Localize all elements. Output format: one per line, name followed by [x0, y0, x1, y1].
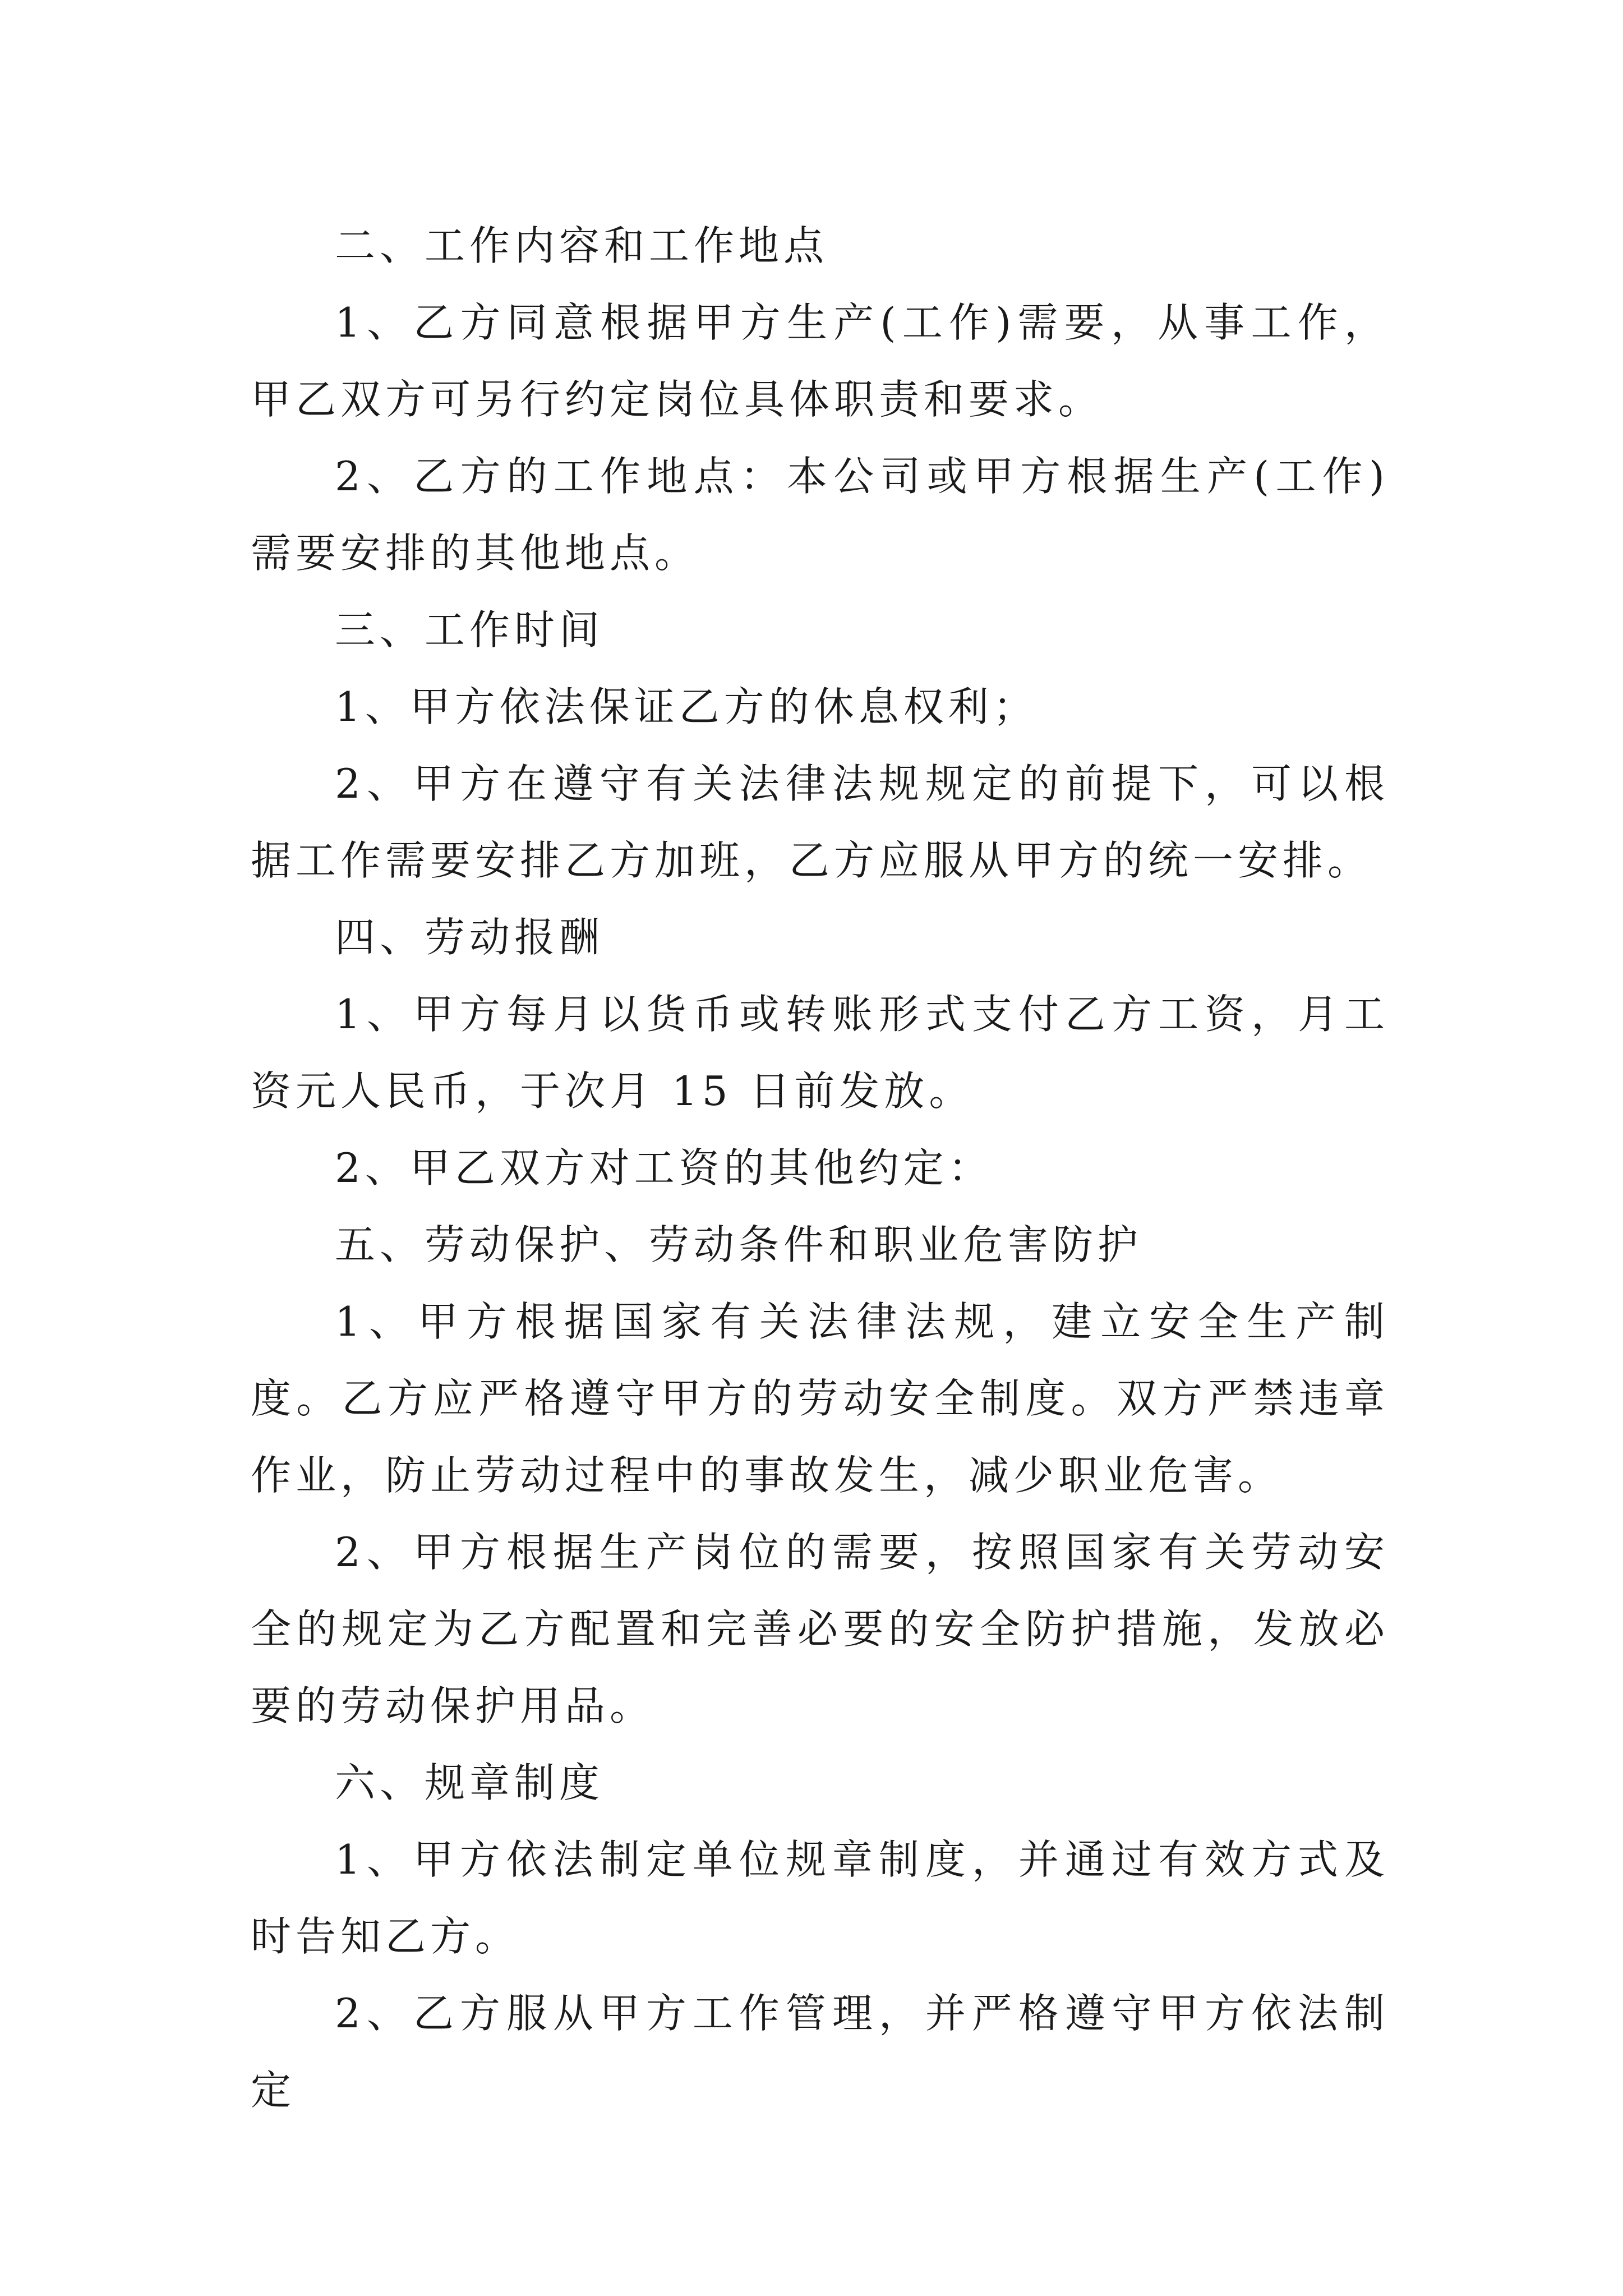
section-heading-labor-protection: 五、劳动保护、劳动条件和职业危害防护	[335, 1221, 1143, 1268]
paragraph-work-location-2: 2、乙方的工作地点：本公司或甲方根据生产(工作)需要安排的其他地点。	[251, 453, 1389, 577]
paragraph-work-time-2: 2、甲方在遵守有关法律法规规定的前提下，可以根据工作需要安排乙方加班，乙方应服从甲方的统一安排。	[251, 760, 1389, 884]
document-body	[251, 208, 1389, 2129]
section-heading-remuneration: 四、劳动报酬	[335, 914, 605, 961]
paragraph-remuneration-1: 1、甲方每月以货币或转账形式支付乙方工资，月工资元人民币，于次月 15 日前发放。	[251, 991, 1389, 1115]
paragraph-labor-protection-1: 1、甲方根据国家有关法律法规，建立安全生产制度。乙方应严格遵守甲方的劳动安全制度。双方严禁违章作业，防止劳动过程中的事故发生，减少职业危害。	[251, 1298, 1389, 1499]
paragraph-work-time-1: 1、甲方依法保证乙方的休息权利；	[335, 683, 1038, 730]
paragraph-rules-1: 1、甲方依法制定单位规章制度，并通过有效方式及时告知乙方。	[251, 1836, 1389, 1960]
paragraph-remuneration-2: 2、甲乙双方对工资的其他约定：	[335, 1144, 993, 1191]
paragraph-work-content-1: 1、乙方同意根据甲方生产(工作)需要，从事工作，甲乙双方可另行约定岗位具体职责和要求。	[251, 299, 1389, 423]
section-heading-rules: 六、规章制度	[335, 1759, 605, 1806]
paragraph-rules-2: 2、乙方服从甲方工作管理，并严格遵守甲方依法制定	[251, 1990, 1389, 2114]
paragraph-labor-protection-2: 2、甲方根据生产岗位的需要，按照国家有关劳动安全的规定为乙方配置和完善必要的安全防护措施，发放必要的劳动保护用品。	[251, 1529, 1389, 1729]
section-heading-work-time: 三、工作时间	[335, 606, 605, 654]
section-heading-work-content: 二、工作内容和工作地点	[335, 222, 829, 269]
